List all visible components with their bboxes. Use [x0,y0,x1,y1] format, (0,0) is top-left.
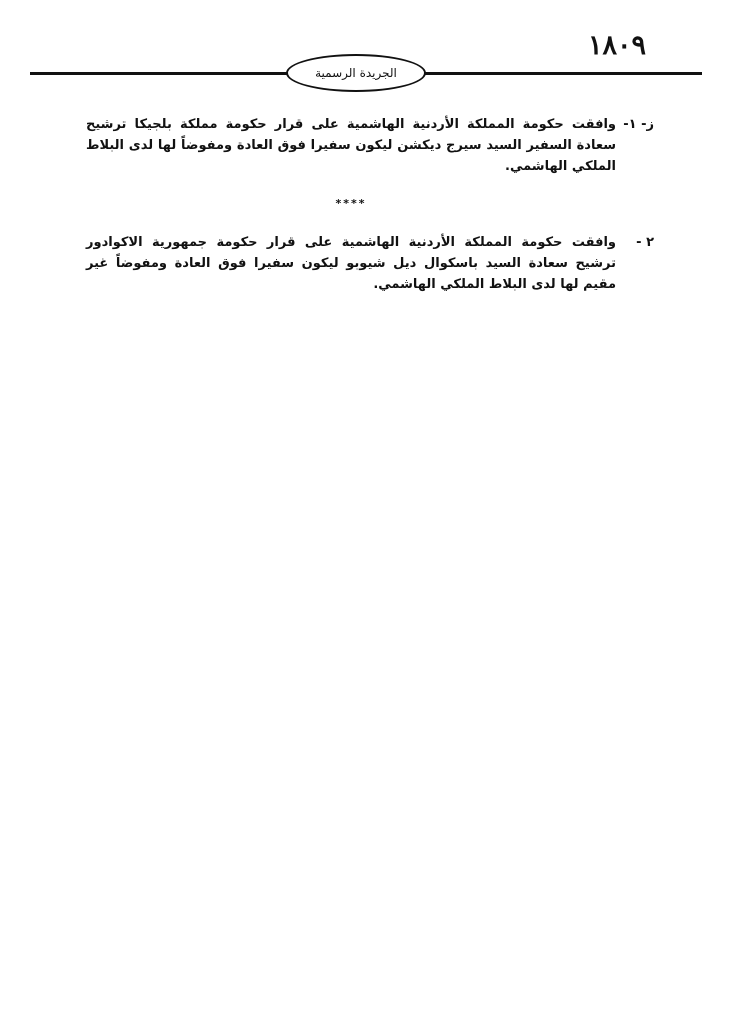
document-body [86,114,654,295]
paragraph-item-2 [86,232,654,295]
header-oval [286,54,426,92]
paragraph-item-1 [86,114,654,177]
paragraph-text: وافقت حكومة المملكة الأردنية الهاشمية على قرار حكومة مملكة بلجيكا ترشيح سعادة السفير السيد سيرج ديكشن ليكون سفيرا فوق العادة ومفوضاً لها لدى البلاط الملكي الهاشمي. [86,117,616,174]
item-marker: ز- ١- [623,117,654,132]
page-number: ١٨٠٩ [587,30,646,61]
paragraph-text: وافقت حكومة المملكة الأردنية الهاشمية على قرار حكومة جمهورية الاكوادور ترشيح سعادة السيد باسكوال ديل شيوبو ليكون سفيرا فوق العادة ومفوضاً غير مقيم لها لدى البلاط الملكي الهاشمي. [86,235,616,292]
gazette-title: الجريدة الرسمية [315,66,397,80]
section-separator: **** [335,197,367,210]
item-marker: ٢ - [636,235,654,250]
